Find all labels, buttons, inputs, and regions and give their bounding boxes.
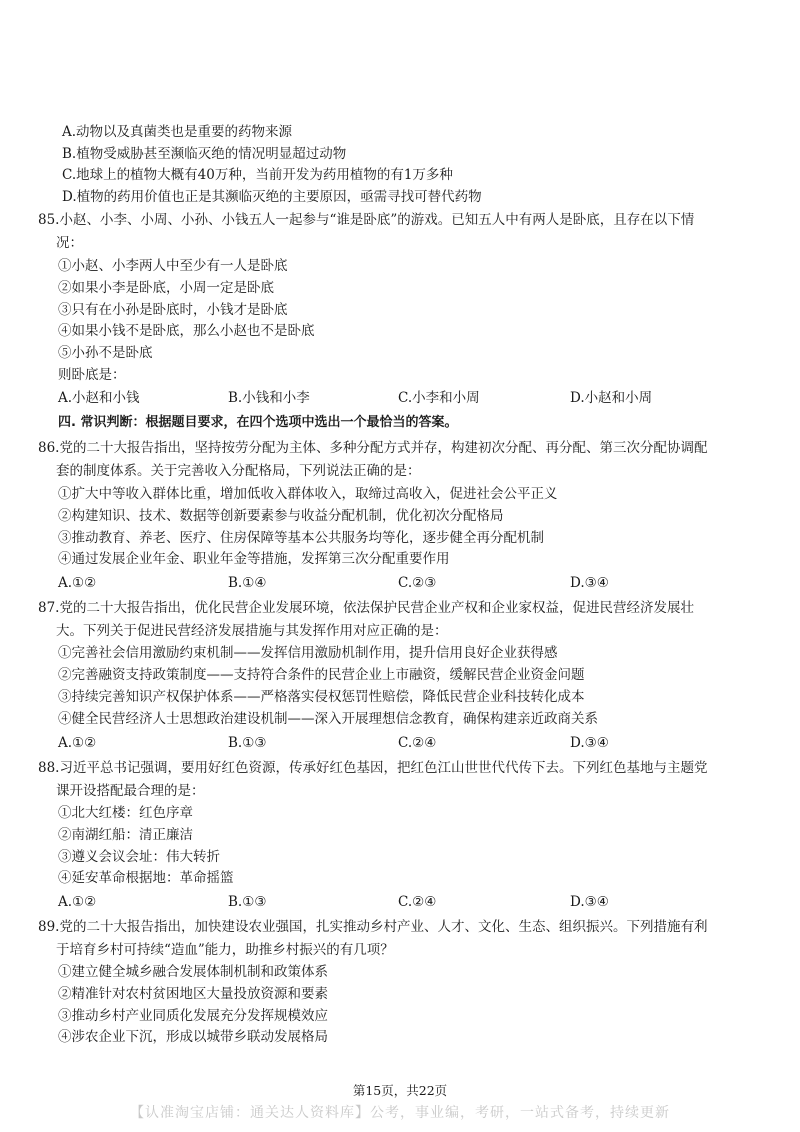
q85-option-b[interactable]: B.小钱和小李 [228, 390, 310, 406]
q87-item-4: ④健全民营经济人士思想政治建设机制——深入开展理想信念教育，确保构建亲近政商关系 [58, 711, 598, 727]
q87-option-c[interactable]: C.②④ [398, 735, 437, 751]
q86-item-4: ④通过发展企业年金、职业年金等措施，发挥第三次分配重要作用 [58, 551, 450, 567]
q88-item-3: ③遵义会议会址：伟大转折 [58, 849, 220, 865]
q87-item-1: ①完善社会信用激励约束机制——发挥信用激励机制作用，提升信用良好企业获得感 [58, 645, 558, 661]
q86-option-b[interactable]: B.①④ [228, 575, 267, 591]
q87-option-a[interactable]: A.①② [58, 735, 97, 751]
page-number: 第15页，共22页 [352, 1083, 448, 1098]
q86-item-3: ③推动教育、养老、医疗、住房保障等基本公共服务均等化，逐步健全再分配机制 [58, 530, 544, 546]
q87-stem-cont: 大。下列关于促进民营经济发展措施与其发挥作用对应正确的是： [56, 623, 448, 639]
q86-stem-cont: 套的制度体系。关于完善收入分配格局，下列说法正确的是： [56, 463, 421, 479]
q89-item-1: ①建立健全城乡融合发展体制机制和政策体系 [58, 964, 328, 980]
q88-item-2: ②南湖红船：清正廉洁 [58, 827, 193, 843]
q87-stem: 87.党的二十大报告指出，优化民营企业发展环境，依法保护民营企业产权和企业家权益，促进民营经济发展壮 [38, 600, 694, 616]
q86-option-a[interactable]: A.①② [58, 575, 97, 591]
q88-option-d[interactable]: D.③④ [570, 894, 609, 910]
q88-option-a[interactable]: A.①② [58, 894, 97, 910]
q85-condition-1: ①小赵、小李两人中至少有一人是卧底 [58, 258, 288, 274]
q85-option-c[interactable]: C.小李和小周 [398, 390, 480, 406]
q86-item-1: ①扩大中等收入群体比重，增加低收入群体收入，取缔过高收入，促进社会公平正义 [58, 486, 558, 502]
q85-condition-2: ②如果小李是卧底，小周一定是卧底 [58, 280, 274, 296]
q88-stem: 88.习近平总书记强调，要用好红色资源，传承好红色基因，把红色江山世世代代传下去。下列红色基地与主题党 [38, 760, 708, 776]
q87-option-b[interactable]: B.①③ [228, 735, 267, 751]
q88-item-4: ④延安革命根据地：革命摇篮 [58, 870, 234, 886]
q88-option-b[interactable]: B.①③ [228, 894, 267, 910]
q85-ask: 则卧底是： [58, 367, 126, 383]
q89-stem: 89.党的二十大报告指出，加快建设农业强国，扎实推动乡村产业、人才、文化、生态、组织振兴。下列措施有利 [38, 919, 708, 935]
q85-stem-cont: 况： [56, 235, 83, 251]
q87-item-2: ②完善融资支持政策制度——支持符合条件的民营企业上市融资，缓解民营企业资金问题 [58, 667, 585, 683]
q85-option-a[interactable]: A.小赵和小钱 [58, 390, 140, 406]
q85-option-d[interactable]: D.小赵和小周 [570, 390, 653, 406]
q88-item-1: ①北大红楼：红色序章 [58, 805, 193, 821]
q85-condition-5: ⑤小孙不是卧底 [58, 345, 153, 361]
q84-option-b: B.植物受威胁甚至濒临灭绝的情况明显超过动物 [62, 146, 347, 162]
q85-stem: 85.小赵、小李、小周、小孙、小钱五人一起参与“谁是卧底”的游戏。已知五人中有两人是卧底，且存在以下情 [38, 212, 695, 228]
q89-item-3: ③推动乡村产业同质化发展充分发挥规模效应 [58, 1008, 328, 1024]
q84-option-c: C.地球上的植物大概有40万种，当前开发为药用植物的有1万多种 [62, 167, 453, 183]
q84-option-a: A.动物以及真菌类也是重要的药物来源 [62, 124, 293, 140]
q89-item-4: ④涉农企业下沉，形成以城带乡联动发展格局 [58, 1029, 328, 1045]
q85-condition-4: ④如果小钱不是卧底，那么小赵也不是卧底 [58, 323, 315, 339]
q88-option-c[interactable]: C.②④ [398, 894, 437, 910]
q86-option-c[interactable]: C.②③ [398, 575, 437, 591]
q85-condition-3: ③只有在小孙是卧底时，小钱才是卧底 [58, 302, 288, 318]
q86-option-d[interactable]: D.③④ [570, 575, 609, 591]
q87-item-3: ③持续完善知识产权保护体系——严格落实侵权惩罚性赔偿，降低民营企业科技转化成本 [58, 689, 585, 705]
q84-option-d: D.植物的药用价值也正是其濒临灭绝的主要原因，亟需寻找可替代药物 [62, 189, 482, 205]
q88-stem-cont: 课开设搭配最合理的是： [56, 783, 205, 799]
q86-stem: 86.党的二十大报告指出，坚持按劳分配为主体、多种分配方式并存，构建初次分配、再分配、第三次分配协调配 [38, 440, 708, 456]
q89-item-2: ②精准针对农村贫困地区大量投放资源和要素 [58, 986, 328, 1002]
q86-item-2: ②构建知识、技术、数据等创新要素参与收益分配机制，优化初次分配格局 [58, 508, 504, 524]
q87-option-d[interactable]: D.③④ [570, 735, 609, 751]
q89-stem-cont: 于培育乡村可持续“造血”能力，助推乡村振兴的有几项？ [56, 942, 394, 958]
watermark-text: 【认准淘宝店铺：通关达人资料库】公考，事业编，考研，一站式备考，持续更新 [130, 1105, 670, 1121]
section-heading: 四. 常识判断：根据题目要求，在四个选项中选出一个最恰当的答案。 [58, 415, 458, 430]
